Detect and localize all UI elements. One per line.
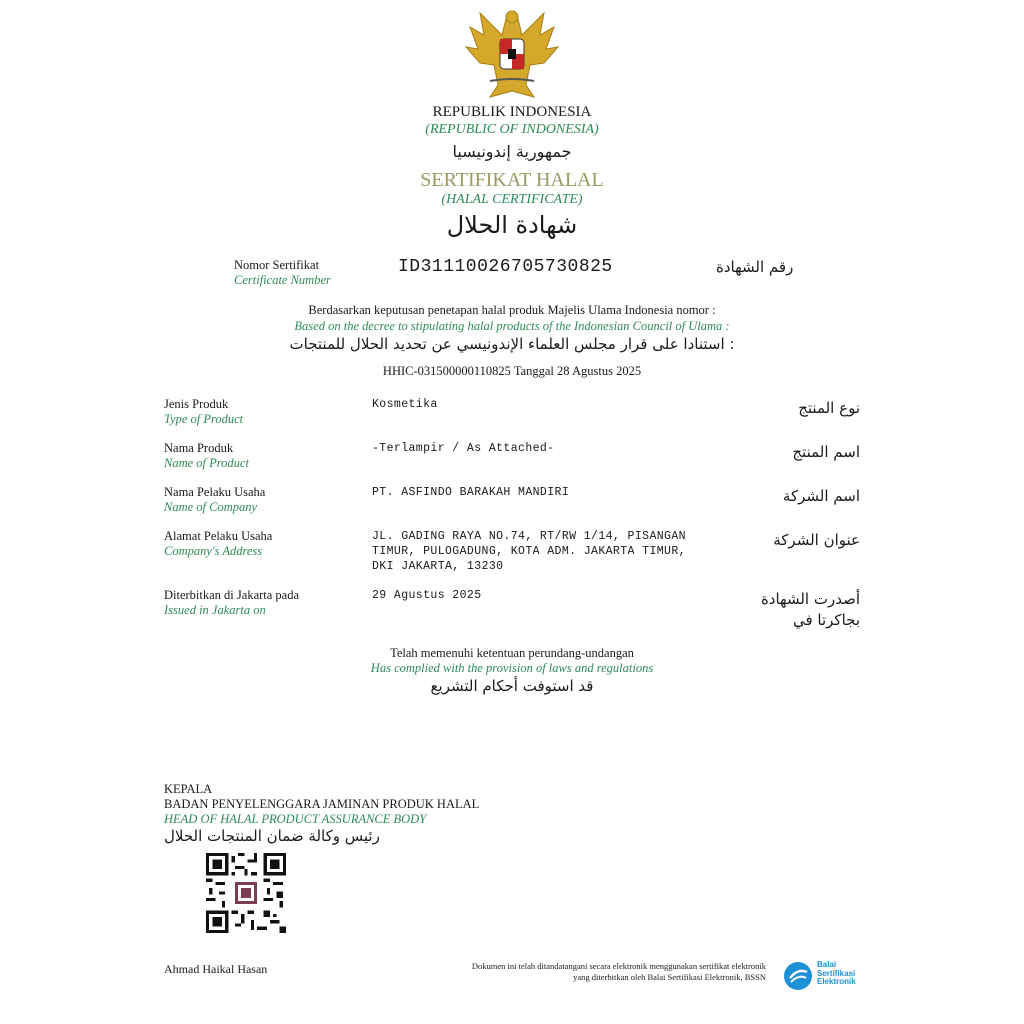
field-label-ar: نوع المنتج — [798, 399, 860, 417]
signatory-name: Ahmad Haikal Hasan — [164, 962, 268, 976]
field-label-ar: اسم الشركة — [782, 487, 860, 505]
e-signature-note-line: yang diterbitkan oleh Balai Sertifikasi Elektronik, BSSN — [573, 972, 766, 982]
field-label-en: Company's Address — [164, 544, 263, 558]
field-label-id: Alamat Pelaku Usaha — [164, 529, 273, 543]
field-value-line: TIMUR, PULOGADUNG, KOTA ADM. JAKARTA TIMUR, — [372, 545, 686, 558]
decree-number: HHIC-031500000110825 Tanggal 28 Agustus 2025 — [382, 364, 642, 378]
bsre-logo-text: Sertifikasi — [817, 968, 856, 978]
cert-number-label-en: Certificate Number — [234, 273, 331, 287]
field-value: Kosmetika — [372, 398, 438, 411]
field-label-ar: أصدرت الشهادة — [760, 590, 860, 608]
country-name-ar: جمهورية إندونيسيا — [452, 142, 572, 161]
cert-number-label-id: Nomor Sertifikat — [234, 258, 320, 272]
field-label-en: Name of Company — [164, 500, 258, 514]
signatory-title: KEPALA — [164, 782, 213, 796]
bsre-logo-icon — [782, 960, 814, 992]
bsre-logo-text: Elektronik — [817, 977, 856, 986]
certificate-title-id: SERTIFIKAT HALAL — [420, 169, 604, 191]
decree-text-ar: استنادا على قرار مجلس العلماء الإندونيسي عن تحديد الحلال للمنتجات : — [289, 335, 735, 353]
compliance-text-ar: قد استوفت أحكام التشريع — [430, 677, 594, 695]
field-label-ar: بجاكرتا في — [792, 611, 860, 629]
certificate-number: ID31110026705730825 — [398, 257, 613, 277]
field-label-id: Diterbitkan di Jakarta pada — [164, 588, 300, 602]
cert-number-label-ar: رقم الشهادة — [716, 258, 794, 276]
compliance-text-id: Telah memenuhi ketentuan perundang-undangan — [390, 646, 634, 660]
field-label-en: Issued in Jakarta on — [164, 603, 266, 617]
qr-code-icon — [206, 853, 286, 933]
field-value: PT. ASFINDO BARAKAH MANDIRI — [372, 486, 570, 499]
garuda-emblem-icon — [462, 5, 562, 100]
field-value-line: DKI JAKARTA, 13230 — [372, 560, 504, 573]
country-name-id: REPUBLIK INDONESIA — [432, 104, 592, 120]
field-label-id: Nama Produk — [164, 441, 234, 455]
field-label-id: Jenis Produk — [164, 397, 229, 411]
e-signature-note — [300, 961, 766, 983]
field-label-ar: اسم المنتج — [792, 443, 860, 461]
field-label-en: Type of Product — [164, 412, 244, 426]
decree-text-id: Berdasarkan keputusan penetapan halal produk Majelis Ulama Indonesia nomor : — [308, 303, 716, 317]
country-name-en: (REPUBLIC OF INDONESIA) — [425, 122, 599, 137]
signatory-agency-ar: رئيس وكالة ضمان المنتجات الحلال — [164, 827, 380, 845]
field-value-line: JL. GADING RAYA NO.74, RT/RW 1/14, PISANGAN — [372, 530, 686, 543]
field-label-en: Name of Product — [164, 456, 249, 470]
e-signature-note-line: Dokumen ini telah ditandatangani secara elektronik menggunakan sertifikat elektronik — [471, 961, 766, 971]
field-value: 29 Agustus 2025 — [372, 589, 482, 602]
signatory-agency: BADAN PENYELENGGARA JAMINAN PRODUK HALAL — [164, 797, 480, 811]
certificate-title-ar: شهادة الحلال — [446, 211, 578, 239]
certificate-title-en: (HALAL CERTIFICATE) — [441, 192, 583, 207]
decree-text-en: Based on the decree to stipulating halal products of the Indonesian Council of Ulama : — [294, 319, 730, 333]
compliance-text-en: Has complied with the provision of laws and regulations — [370, 661, 654, 675]
bsre-logo-text: Balai — [817, 960, 837, 969]
field-label-ar: عنوان الشركة — [773, 531, 860, 549]
signatory-agency-en: HEAD OF HALAL PRODUCT ASSURANCE BODY — [164, 812, 427, 826]
field-value: -Terlampir / As Attached- — [372, 442, 555, 455]
field-label-id: Nama Pelaku Usaha — [164, 485, 266, 499]
